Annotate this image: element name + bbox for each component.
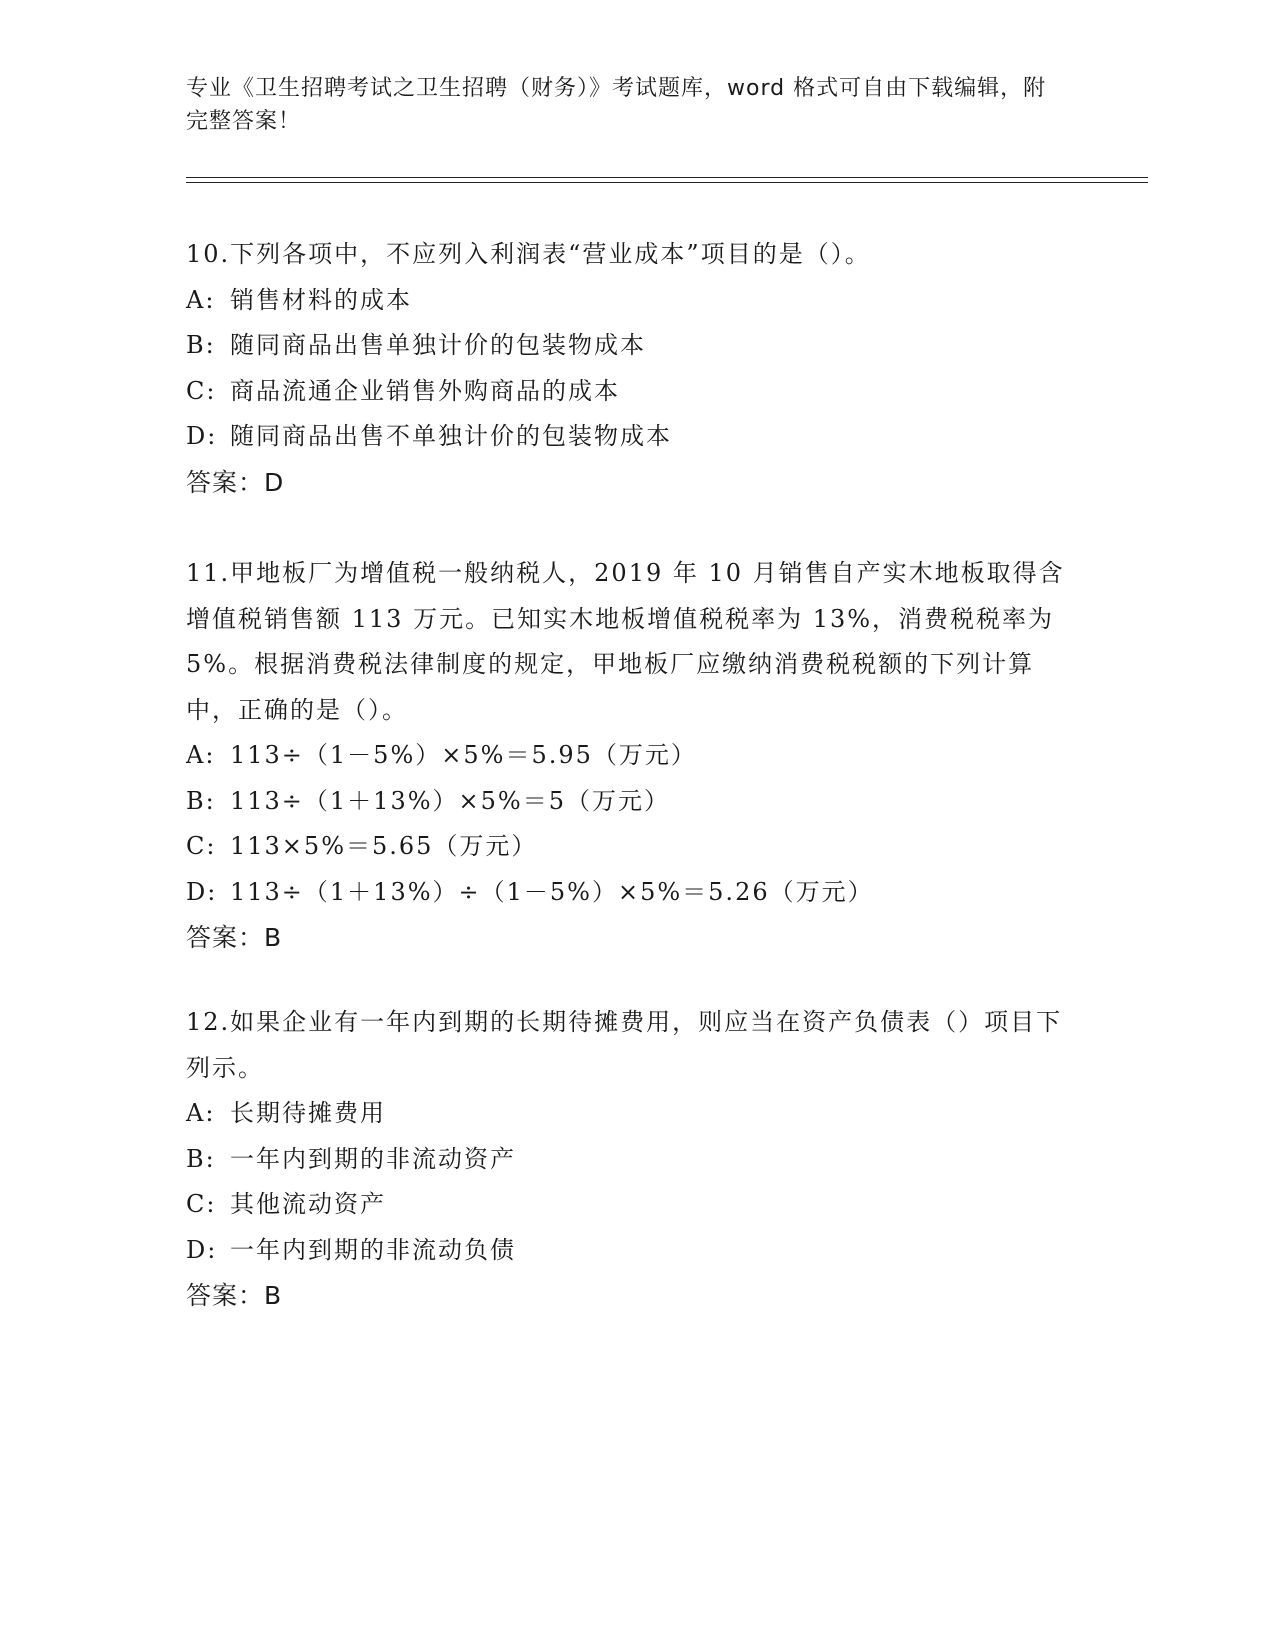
- answer: 答案：B: [186, 923, 283, 952]
- question-stem: 12.如果企业有一年内到期的长期待摊费用，则应当在资产负债表（）项目下列示。: [186, 1008, 1063, 1082]
- option-text: 113×5%＝5.65（万元）: [230, 832, 538, 860]
- option-text: 销售材料的成本: [230, 285, 412, 314]
- option-text: 113÷（1＋13%）×5%＝5（万元）: [230, 786, 670, 815]
- option-d: [186, 414, 1086, 460]
- option-a: [186, 278, 1086, 324]
- header-divider-top: [186, 177, 1148, 178]
- option-key: C:: [186, 1190, 217, 1218]
- option-key: C:: [186, 832, 217, 860]
- option-text: 其他流动资产: [230, 1190, 386, 1218]
- question-stem: 11.甲地板厂为增值税一般纳税人，2019 年 10 月销售自产实木地板取得含增值税销售额 113 万元。已知实木地板增值税税率为 13%，消费税税率为 5%。根据消费税法律制度的规定，甲地板厂应缴纳消费税税额的下列计算中，正确的是（）。: [186, 559, 1065, 724]
- option-c: [186, 824, 1086, 870]
- option-key: A:: [186, 285, 216, 314]
- option-text: 随同商品出售单独计价的包装物成本: [230, 331, 646, 359]
- option-text: 一年内到期的非流动资产: [230, 1144, 516, 1173]
- question-10: [186, 232, 1086, 505]
- question-12: [186, 1000, 1086, 1319]
- option-c: [186, 369, 1086, 415]
- answer: 答案：D: [186, 467, 285, 497]
- option-b: [186, 779, 1086, 825]
- option-text: 商品流通企业销售外购商品的成本: [230, 376, 620, 405]
- question-stem: 10.下列各项中，不应列入利润表“营业成本”项目的是（）。: [186, 240, 871, 268]
- option-a: [186, 733, 1086, 779]
- option-key: D:: [186, 422, 218, 450]
- option-text: 113÷（1＋13%）÷（1－5%）×5%＝5.26（万元）: [230, 877, 874, 906]
- option-text: 113÷（1－5%）×5%＝5.95（万元）: [230, 741, 697, 769]
- option-key: A:: [186, 741, 216, 769]
- option-text: 一年内到期的非流动负债: [230, 1235, 516, 1264]
- option-key: B:: [186, 1144, 216, 1173]
- option-a: [186, 1091, 1086, 1137]
- option-key: A:: [186, 1099, 216, 1127]
- header-divider-bottom: [186, 182, 1148, 183]
- option-d: [186, 870, 1086, 916]
- header-intro: 专业《卫生招聘考试之卫生招聘（财务）》考试题库，word 格式可自由下载编辑，附完整答案！: [186, 76, 1047, 134]
- option-b: [186, 1137, 1086, 1183]
- question-11: [186, 551, 1086, 961]
- option-text: 长期待摊费用: [230, 1099, 386, 1127]
- option-key: B:: [186, 331, 216, 359]
- option-key: D:: [186, 1235, 218, 1264]
- option-c: [186, 1182, 1086, 1228]
- option-text: 随同商品出售不单独计价的包装物成本: [230, 422, 672, 450]
- answer: 答案：B: [186, 1281, 283, 1310]
- option-d: [186, 1228, 1086, 1274]
- option-b: [186, 323, 1086, 369]
- option-key: C:: [186, 376, 217, 405]
- option-key: B:: [186, 786, 216, 815]
- option-key: D:: [186, 877, 218, 906]
